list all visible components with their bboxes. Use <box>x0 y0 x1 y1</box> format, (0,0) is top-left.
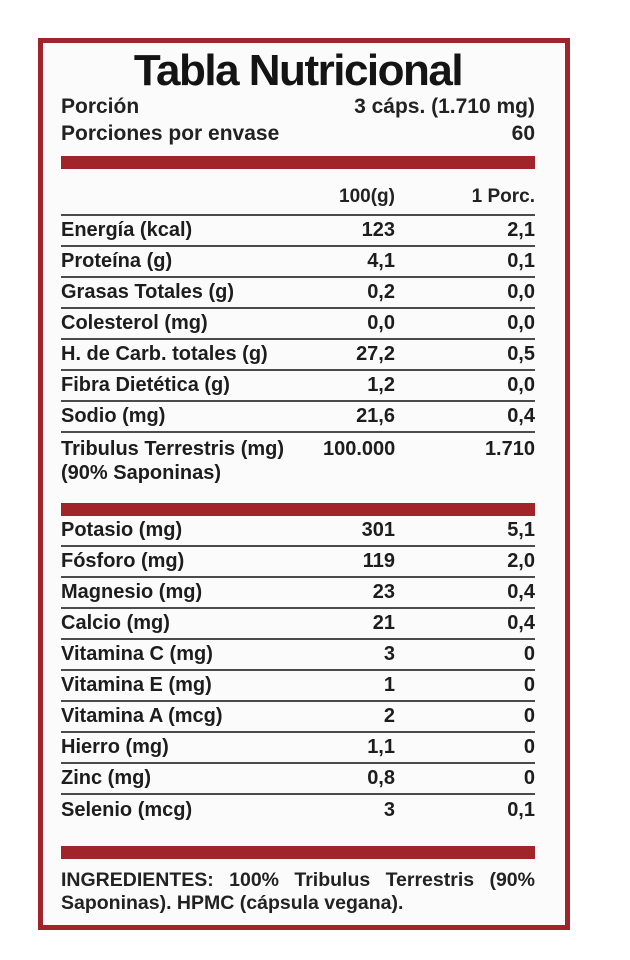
nutrient-name: Grasas Totales (g) <box>61 281 235 303</box>
nutrient-name: Calcio (mg) <box>61 612 170 634</box>
table-row-tribulus <box>61 433 535 497</box>
nutrient-porc: 5,1 <box>507 519 535 541</box>
nutrient-name: Energía (kcal) <box>61 219 193 241</box>
nutrient-per100: 0,8 <box>367 767 395 789</box>
nutrient-porc: 0,4 <box>507 581 535 603</box>
nutrient-table-section-2 <box>61 516 535 826</box>
nutrient-per100: 27,2 <box>356 343 395 365</box>
nutrient-per100: 0,0 <box>367 312 395 334</box>
nutrient-porc: 0 <box>523 736 535 758</box>
table-row <box>61 247 535 278</box>
nutrient-porc: 2,1 <box>507 219 535 241</box>
table-row <box>61 547 535 578</box>
serving-size-row <box>61 93 535 120</box>
servings-per-container-label: Porciones por envase <box>61 122 280 145</box>
nutrient-name: Hierro (mg) <box>61 736 169 758</box>
table-row <box>61 278 535 309</box>
nutrient-porc: 0 <box>523 767 535 789</box>
divider-bar <box>61 846 535 859</box>
table-row <box>61 578 535 609</box>
servings-per-container-value: 60 <box>511 122 535 145</box>
column-header-row <box>61 169 535 216</box>
nutrient-per100: 301 <box>361 519 395 541</box>
nutrient-porc: 1.710 <box>484 438 535 460</box>
table-row <box>61 702 535 733</box>
nutrient-name: Vitamina E (mg) <box>61 674 212 696</box>
nutrient-porc: 0,0 <box>507 374 535 396</box>
nutrient-per100: 100.000 <box>323 438 396 460</box>
nutrient-per100: 21 <box>372 612 395 634</box>
nutrient-name-line1: Tribulus Terrestris (mg) <box>61 438 285 460</box>
nutrient-porc: 0,4 <box>507 405 535 427</box>
nutrient-name <box>61 437 323 485</box>
table-row <box>61 371 535 402</box>
nutrient-name: H. de Carb. totales (g) <box>61 343 268 365</box>
column-header-100g: 100(g) <box>339 186 395 207</box>
nutrient-per100: 21,6 <box>356 405 395 427</box>
table-row <box>61 795 535 826</box>
nutrient-name: Vitamina A (mcg) <box>61 705 223 727</box>
nutrient-per100: 3 <box>383 643 395 665</box>
nutrient-name-line2: (90% Saponinas) <box>61 462 222 484</box>
serving-size-label: Porción <box>61 95 140 118</box>
ingredients-text: INGREDIENTES: 100% Tribulus Terrestris (90% Saponinas). HPMC (cápsula vegana). <box>61 869 535 914</box>
nutrient-porc: 0,1 <box>507 250 535 272</box>
divider-bar <box>61 156 535 169</box>
nutrient-per100: 1,1 <box>367 736 395 758</box>
table-row <box>61 309 535 340</box>
nutrient-name: Sodio (mg) <box>61 405 166 427</box>
column-header-1porc: 1 Porc. <box>471 186 535 207</box>
nutrient-porc: 2,0 <box>507 550 535 572</box>
nutrition-label <box>38 38 570 930</box>
nutrient-porc: 0 <box>523 705 535 727</box>
nutrient-per100: 23 <box>372 581 395 603</box>
nutrient-per100: 0,2 <box>367 281 395 303</box>
table-row <box>61 340 535 371</box>
nutrient-name: Vitamina C (mg) <box>61 643 213 665</box>
nutrient-per100: 3 <box>383 799 395 821</box>
nutrient-per100: 119 <box>362 550 395 572</box>
nutrient-per100: 4,1 <box>367 250 395 272</box>
nutrient-per100: 1 <box>383 674 395 696</box>
table-row <box>61 764 535 795</box>
nutrient-porc: 0,0 <box>507 312 535 334</box>
table-row <box>61 216 535 247</box>
nutrient-per100: 2 <box>383 705 395 727</box>
nutrient-name: Selenio (mcg) <box>61 799 193 821</box>
nutrient-name: Colesterol (mg) <box>61 312 208 334</box>
nutrient-name: Zinc (mg) <box>61 767 151 789</box>
nutrient-porc: 0,1 <box>507 799 535 821</box>
serving-size-value: 3 cáps. (1.710 mg) <box>354 95 535 118</box>
label-title: Tabla Nutricional <box>133 46 463 95</box>
nutrient-name: Potasio (mg) <box>61 519 183 541</box>
nutrient-name: Fósforo (mg) <box>61 550 185 572</box>
nutrient-porc: 0 <box>523 674 535 696</box>
nutrient-name: Fibra Dietética (g) <box>61 374 230 396</box>
nutrient-per100: 1,2 <box>367 374 395 396</box>
nutrient-per100: 123 <box>361 219 395 241</box>
table-row <box>61 402 535 433</box>
divider-bar <box>61 503 535 516</box>
table-row <box>61 609 535 640</box>
table-row <box>61 671 535 702</box>
nutrient-porc: 0,4 <box>507 612 535 634</box>
nutrient-porc: 0,0 <box>507 281 535 303</box>
nutrient-porc: 0,5 <box>507 343 535 365</box>
table-row <box>61 516 535 547</box>
nutrient-table-section-1 <box>61 216 535 497</box>
servings-per-container-row <box>61 120 535 147</box>
nutrient-name: Proteína (g) <box>61 250 173 272</box>
table-row <box>61 733 535 764</box>
nutrient-name: Magnesio (mg) <box>61 581 203 603</box>
table-row <box>61 640 535 671</box>
nutrient-porc: 0 <box>523 643 535 665</box>
